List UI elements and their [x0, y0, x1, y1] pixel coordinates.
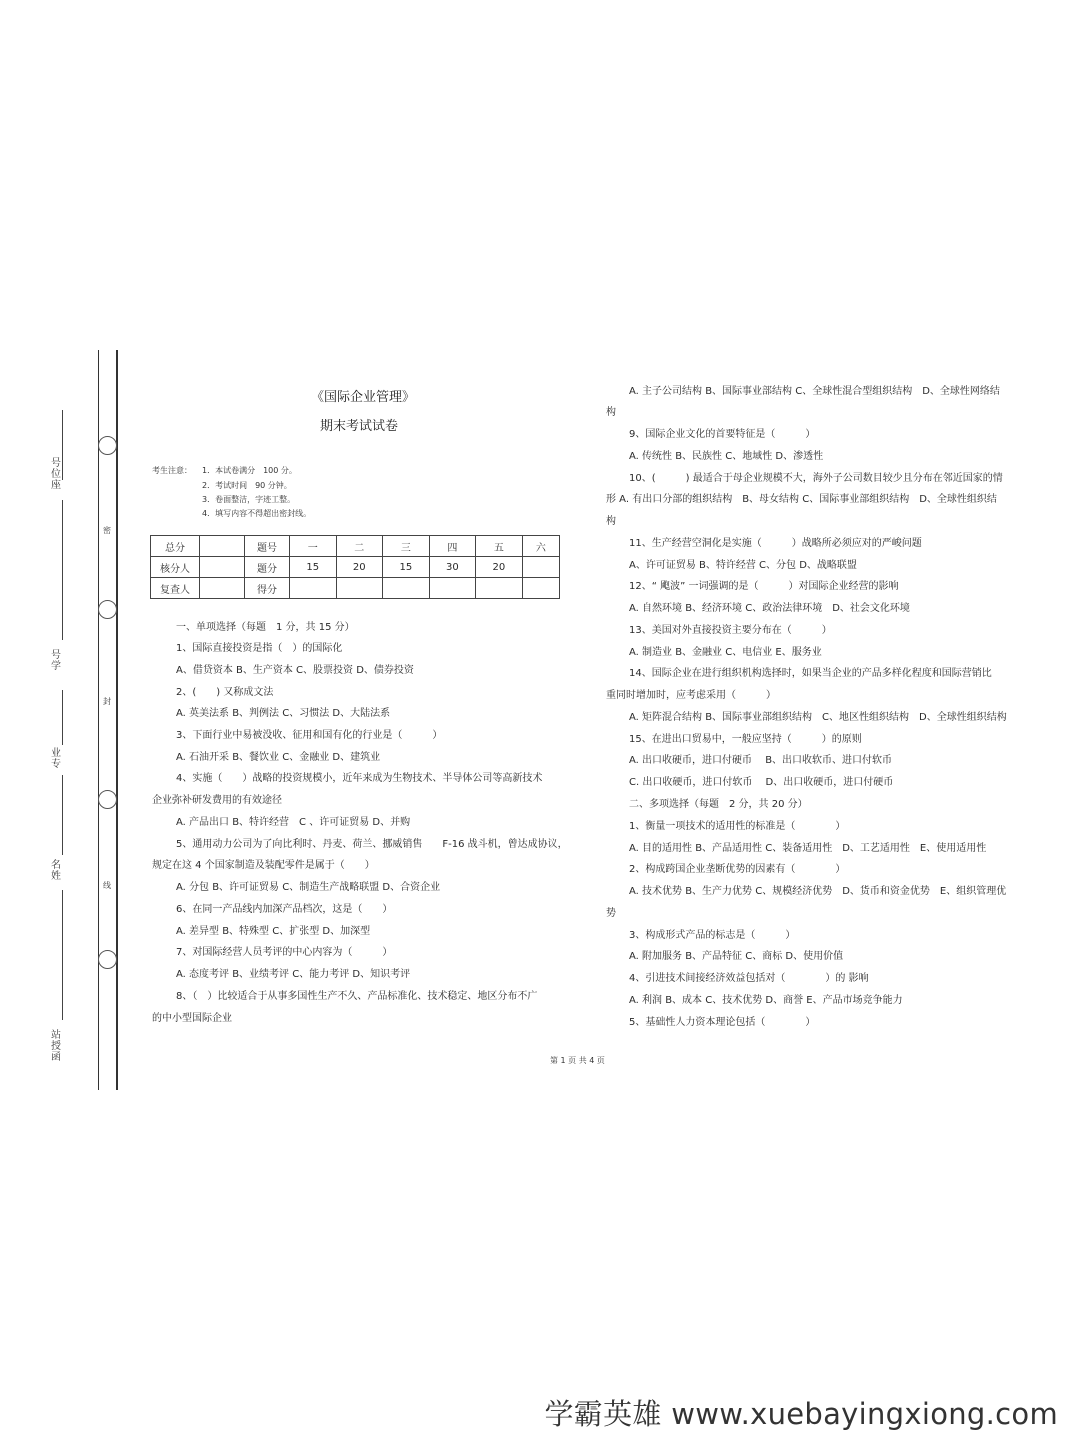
notice-item: 3．卷面整洁，字迹工整。	[202, 495, 296, 504]
seal-mark-xian: 线	[103, 881, 111, 890]
question-line: 10、( ) 最适合于母企业规模不大，海外子公司数目较少且分布在邻近国家的情	[629, 473, 1003, 484]
binding-hole-2	[98, 600, 117, 619]
score-cell: 四	[429, 536, 476, 557]
question-line: 构	[606, 407, 616, 418]
score-table	[150, 535, 560, 599]
score-cell: 六	[522, 536, 559, 557]
question-line: 1、国际直接投资是指（ ）的国际化	[176, 643, 343, 654]
question-line: A. 制造业 B、金融业 C、电信业 E、服务业	[629, 647, 822, 658]
binding-label-major: 业专	[51, 748, 61, 770]
score-cell: 题分	[245, 557, 290, 578]
score-cell	[522, 578, 559, 599]
score-cell	[290, 578, 337, 599]
binding-margin	[0, 350, 130, 1090]
score-cell: 20	[336, 557, 383, 578]
score-cell	[429, 578, 476, 599]
score-cell	[476, 578, 523, 599]
binding-line-outer	[116, 350, 118, 1090]
question-line: 9、国际企业文化的首要特征是（ ）	[629, 429, 816, 440]
question-line: C. 出口收硬币，进口付软币 D、出口收硬币，进口付硬币	[629, 777, 894, 788]
exam-subtitle: 期末考试试卷	[320, 419, 399, 434]
binding-hole-3	[98, 790, 117, 809]
question-line: 1、衡量一项技术的适用性的标准是（ ）	[629, 821, 846, 832]
question-line: 11、生产经营空洞化是实施（ ）战略所必须应对的严峻问题	[629, 538, 922, 549]
question-line: 15、在进出口贸易中，一般应坚持（ ）的原则	[629, 734, 862, 745]
score-cell: 三	[383, 536, 430, 557]
notice-item: 2．考试时间 90 分钟。	[202, 481, 292, 490]
question-line: 形 A. 有出口分部的组织结构 B、母女结构 C、国际事业部组织结构 D、全球性组织结	[606, 494, 997, 505]
question-line: 5、基础性人力资本理论包括（ ）	[629, 1017, 816, 1028]
binding-hole-4	[98, 950, 117, 969]
binding-label-name: 名姓	[51, 860, 61, 882]
binding-line-inner	[98, 350, 99, 1090]
question-line: 4、引进技术间接经济效益包括对（ ）的 影响	[629, 973, 869, 984]
score-cell: 15	[383, 557, 430, 578]
question-line: A. 分包 B、许可证贸易 C、制造生产战略联盟 D、合资企业	[176, 882, 441, 893]
question-line: 5、通用动力公司为了向比利时、丹麦、荷兰、挪威销售 F-16 战斗机，曾达成协议，	[176, 839, 568, 850]
section-heading: 二、多项选择（每题 2 分，共 20 分）	[629, 799, 808, 810]
question-line: A. 目的适用性 B、产品适用性 C、装备适用性 D、工艺适用性 E、使用适用性	[629, 843, 987, 854]
score-cell: 核分人	[151, 557, 200, 578]
score-cell: 五	[476, 536, 523, 557]
question-line: 13、美国对外直接投资主要分布在（ ）	[629, 625, 832, 636]
question-line: 重同时增加时，应考虑采用（ ）	[606, 690, 776, 701]
question-line: 的中小型国际企业	[152, 1013, 232, 1024]
question-line: 2、( ) 又称成文法	[176, 687, 274, 698]
question-line: A. 矩阵混合结构 B、国际事业部组织结构 C、地区性组织结构 D、全球性组织结构	[629, 712, 1007, 723]
question-line: 7、对国际经营人员考评的中心内容为（ ）	[176, 947, 393, 958]
score-cell: 15	[290, 557, 337, 578]
binding-label-seat: 号位座	[51, 458, 61, 491]
question-line: A. 利润 B、成本 C、技术优势 D、商誉 E、产品市场竞争能力	[629, 995, 903, 1006]
binding-label-student-id: 号学	[51, 650, 61, 672]
notice-item: 1．本试卷满分 100 分。	[202, 466, 297, 475]
page-number: 第 1 页 共 4 页	[550, 1056, 605, 1065]
score-row	[151, 557, 560, 578]
seal-mark-mi: 密	[103, 526, 111, 535]
score-cell: 题号	[245, 536, 290, 557]
question-line: 12、“ 飑波” 一词强调的是（ ）对国际企业经营的影响	[629, 581, 899, 592]
binding-dash-3	[62, 775, 63, 855]
score-cell	[522, 557, 559, 578]
exam-title: 《国际企业管理》	[311, 390, 416, 405]
score-cell: 二	[336, 536, 383, 557]
question-line: 14、国际企业在进行组织机构选择时，如果当企业的产品多样化程度和国际营销比	[629, 668, 992, 679]
question-line: A. 附加服务 B、产品特征 C、商标 D、使用价值	[629, 951, 844, 962]
question-line: 构	[606, 516, 616, 527]
binding-hole-1	[98, 436, 117, 455]
question-line: A. 石油开采 B、餐饮业 C、金融业 D、建筑业	[176, 752, 381, 763]
question-line: A. 态度考评 B、业绩考评 C、能力考评 D、知识考评	[176, 969, 411, 980]
binding-dash-1	[62, 500, 63, 640]
score-cell	[336, 578, 383, 599]
question-line: A. 差异型 B、特殊型 C、扩张型 D、加深型	[176, 926, 371, 937]
binding-dash-4	[62, 890, 63, 1020]
score-row	[151, 536, 560, 557]
binding-dash-top	[62, 410, 63, 480]
score-cell: 得分	[245, 578, 290, 599]
question-line: 企业弥补研发费用的有效途径	[152, 795, 282, 806]
binding-label-center: 站授函	[51, 1030, 61, 1063]
question-line: 8、（ ）比较适合于从事多国性生产不久、产品标准化、技术稳定、地区分布不广	[176, 991, 538, 1002]
question-line: A. 产品出口 B、特许经营 C 、许可证贸易 D、并购	[176, 817, 411, 828]
binding-dash-2	[62, 690, 63, 745]
score-row	[151, 578, 560, 599]
question-line: A. 主子公司结构 B、国际事业部结构 C、全球性混合型组织结构 D、全球性网络结	[629, 386, 1000, 397]
question-line: A. 英美法系 B、判例法 C、习惯法 D、大陆法系	[176, 708, 391, 719]
question-line: 3、构成形式产品的标志是（ ）	[629, 930, 796, 941]
question-line: 势	[606, 908, 616, 919]
site-watermark: 学霸英雄 www.xuebayingxiong.com	[544, 1397, 1058, 1431]
question-line: 6、在同一产品线内加深产品档次，这是（ ）	[176, 904, 393, 915]
question-line: A. 传统性 B、民族性 C、地域性 D、渗透性	[629, 451, 824, 462]
question-line: 4、实施（ ）战略的投资规模小，近年来成为生物技术、半导体公司等高新技术	[176, 773, 543, 784]
question-line: A、许可证贸易 B、特许经营 C、分包 D、战略联盟	[629, 560, 857, 571]
seal-mark-feng: 封	[103, 697, 111, 706]
question-line: A. 自然环境 B、经济环境 C、政治法律环境 D、社会文化环境	[629, 603, 910, 614]
question-line: A、借贷资本 B、生产资本 C、股票投资 D、债券投资	[176, 665, 414, 676]
score-cell: 一	[290, 536, 337, 557]
question-line: A. 技术优势 B、生产力优势 C、规模经济优势 D、货币和资金优势 E、组织管理优	[629, 886, 1007, 897]
question-line: A. 出口收硬币，进口付硬币 B、出口收软币、进口付软币	[629, 755, 893, 766]
score-cell: 复查人	[151, 578, 200, 599]
notice-label: 考生注意：	[152, 466, 192, 475]
score-cell: 30	[429, 557, 476, 578]
question-line: 2、构成跨国企业垄断优势的因素有（ ）	[629, 864, 846, 875]
section-heading: 一、单项选择（每题 1 分，共 15 分）	[176, 622, 355, 633]
score-cell	[200, 557, 245, 578]
score-cell	[200, 536, 245, 557]
question-line: 3、下面行业中易被没收、征用和国有化的行业是（ ）	[176, 730, 443, 741]
score-cell	[200, 578, 245, 599]
score-cell: 20	[476, 557, 523, 578]
score-cell: 总分	[151, 536, 200, 557]
score-cell	[383, 578, 430, 599]
question-line: 规定在这 4 个国家制造及装配零件是属于（ ）	[152, 860, 375, 871]
notice-item: 4．填写内容不得超出密封线。	[202, 509, 312, 518]
